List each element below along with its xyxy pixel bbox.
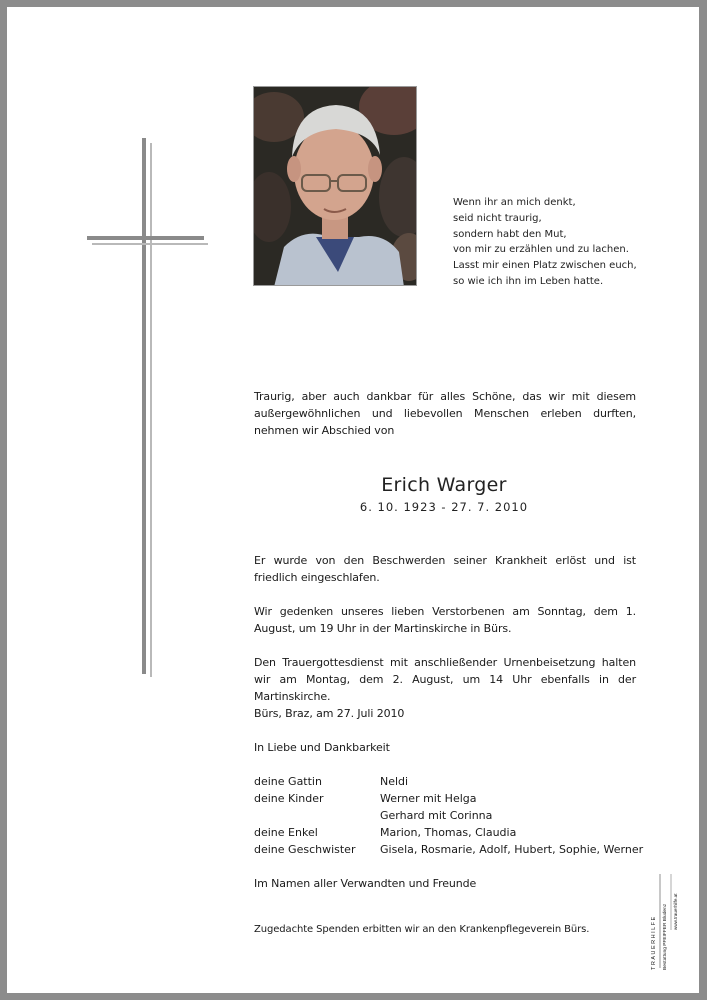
place-date: Bürs, Braz, am 27. Juli 2010 [254,707,405,720]
poem-line: sondern habt den Mut, [453,228,567,240]
mourner-relation: deine Gattin [254,775,322,788]
mourner-names: Neldi [380,775,409,788]
mourner-names: Gisela, Rosmarie, Adolf, Hubert, Sophie, Werner [380,843,644,856]
logo-line-1: TRAUERHILFE [651,915,657,970]
poem-line: Wenn ihr an mich denkt, [453,197,576,208]
poem-line: seid nicht traurig, [453,212,542,224]
mourner-names: Marion, Thomas, Claudia [380,826,517,839]
logo-line-2: Bestattung PFEIFFER Bludenz [663,903,668,970]
memorial-paragraph: Wir gedenken unseres lieben Verstorbenen am Sonntag, dem 1. August, um 19 Uhr in der Martinskirche in Bürs. [254,605,636,635]
deceased-dates: 6. 10. 1923 - 27. 7. 2010 [359,500,529,514]
logo-line-3: www.trauerhilfe.at [673,893,678,930]
mourner-names: Werner mit Helga [380,792,477,805]
mourner-relation: deine Enkel [254,826,318,839]
mourner-relation: deine Geschwister [254,843,356,856]
donations-note: Zugedachte Spenden erbitten wir an den Krankenpflegeverein Bürs. [254,924,590,935]
intro-text: Traurig, aber auch dankbar für alles Schöne, das wir mit diesem außergewöhnlichen und liebevollen Menschen erleben durften, nehmen wir Abschied von [254,390,636,437]
mourner-relation: deine Kinder [254,792,324,805]
poem-line: Lasst mir einen Platz zwischen euch, [453,260,637,272]
relatives-line: Im Namen aller Verwandten und Freunde [254,877,477,890]
mourner-names: Gerhard mit Corinna [380,809,493,822]
funeral-home-logo [647,870,681,972]
passing-paragraph: Er wurde von den Beschwerden seiner Krankheit erlöst und ist friedlich eingeschlafen. [254,554,636,584]
poem-line: so wie ich ihn im Leben hatte. [453,275,604,287]
portrait-photo [253,86,417,286]
deceased-name: Erich Warger [381,474,507,496]
closing-love: In Liebe und Dankbarkeit [254,741,390,754]
poem [453,195,637,290]
funeral-paragraph: Den Trauergottesdienst mit anschließender Urnenbeisetzung halten wir am Montag, dem 2. August, um 14 Uhr ebenfalls in der Martinskirche. [254,656,636,703]
poem-line: von mir zu erzählen und zu lachen. [453,244,629,256]
